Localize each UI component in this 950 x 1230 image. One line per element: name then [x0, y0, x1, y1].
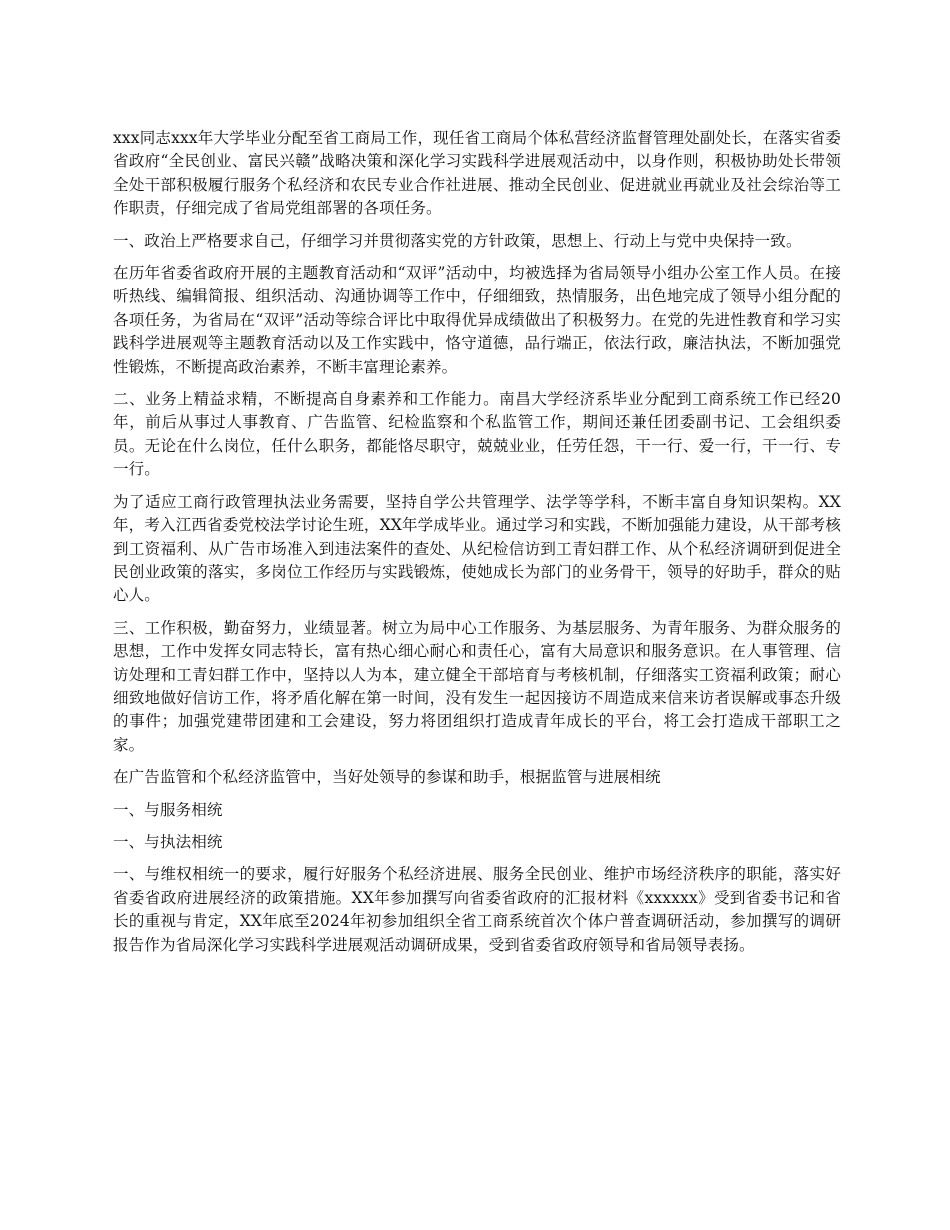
paragraph-service-unity: 一、与服务相统	[113, 800, 223, 819]
paragraph-section-1-body: 在历年省委省政府开展的主题教育活动和“双评”活动中，均被选择为省局领导小组办公室工作人员。在接听热线、编辑简报、组织活动、沟通协调等工作中，仔细细致，热情服务，出色地完成了领导小组分配的各项任务，为省局在“双评”活动等综合评比中取得优异成绩做出了积极努力。在党的先进性教育和学习实践科学进展观等主题教育活动以及工作实践中，恪守道德，品行端正，依法行政，廉洁执法，不断加强党性锻炼，不断提高政治素养，不断丰富理论素养。	[113, 264, 841, 376]
paragraph-rights-unity: 一、与维权相统一的要求，履行好服务个私经济进展、服务全民创业、维护市场经济秩序的职能，落实好省委省政府进展经济的政策措施。XX年参加撰写向省委省政府的汇报材料《xxxxxx》受到省委书记和省长的重视与肯定，XX年底至2024年初参加组织全省工商系统首次个体户普查调研活动，参加撰写的调研报告作为省局深化学习实践科学进展观活动调研成果，受到省委省政府领导和省局领导表扬。	[113, 865, 841, 954]
paragraph-section-3: 三、工作积极，勤奋努力，业绩显著。树立为局中心工作服务、为基层服务、为青年服务、为群众服务的思想，工作中发挥女同志特长，富有热心细心耐心和责任心，富有大局意识和服务意识。在人事管理、信访处理和工青妇群工作中，坚持以人为本，建立健全干部培育与考核机制，仔细落实工资福利政策；耐心细致地做好信访工作，将矛盾化解在第一时间，没有发生一起因接访不周造成来信来访者误解或事态升级的事件；加强党建带团建和工会建设，努力将团组织打造成青年成长的平台，将工会打造成干部职工之家。	[113, 618, 841, 754]
document-body	[113, 127, 841, 966]
paragraph-section-1-heading: 一、政治上严格要求自己，仔细学习并贯彻落实党的方针政策，思想上、行动上与党中央保持一致。	[113, 231, 802, 250]
paragraph-law-unity: 一、与执法相统	[113, 832, 223, 851]
paragraph-section-2-body: 为了适应工商行政管理执法业务需要，坚持自学公共管理学、法学等学科，不断丰富自身知识架构。XX年，考入江西省委党校法学讨论生班，XX年学成毕业。通过学习和实践，不断加强能力建设，从干部考核到工资福利、从广告市场准入到违法案件的查处、从纪检信访到工青妇群工作、从个私经济调研到促进全民创业政策的落实，多岗位工作经历与实践锻炼，使她成长为部门的业务骨干，领导的好助手，群众的贴心人。	[113, 492, 841, 605]
paragraph-section-2-heading: 二、业务上精益求精，不断提高自身素养和工作能力。南昌大学经济系毕业分配到工商系统工作已经20年，前后从事过人事教育、广告监管、纪检监察和个私监管工作，期间还兼任团委副书记、工会组织委员。无论在什么岗位，任什么职务，都能恪尽职守，兢兢业业，任劳任怨，干一行、爱一行，干一行、专一行。	[113, 390, 841, 479]
paragraph-supervision: 在广告监管和个私经济监管中，当好处领导的参谋和助手，根据监管与进展相统	[113, 768, 661, 787]
paragraph-intro: xxx同志xxx年大学毕业分配至省工商局工作，现任省工商局个体私营经济监督管理处副处长，在落实省委省政府“全民创业、富民兴赣”战略决策和深化学习实践科学进展观活动中，以身作则，积极协助处长带领全处干部积极履行服务个私经济和农民专业合作社进展、推动全民创业、促进就业再就业及社会综治等工作职责，仔细完成了省局党组部署的各项任务。	[113, 129, 841, 218]
